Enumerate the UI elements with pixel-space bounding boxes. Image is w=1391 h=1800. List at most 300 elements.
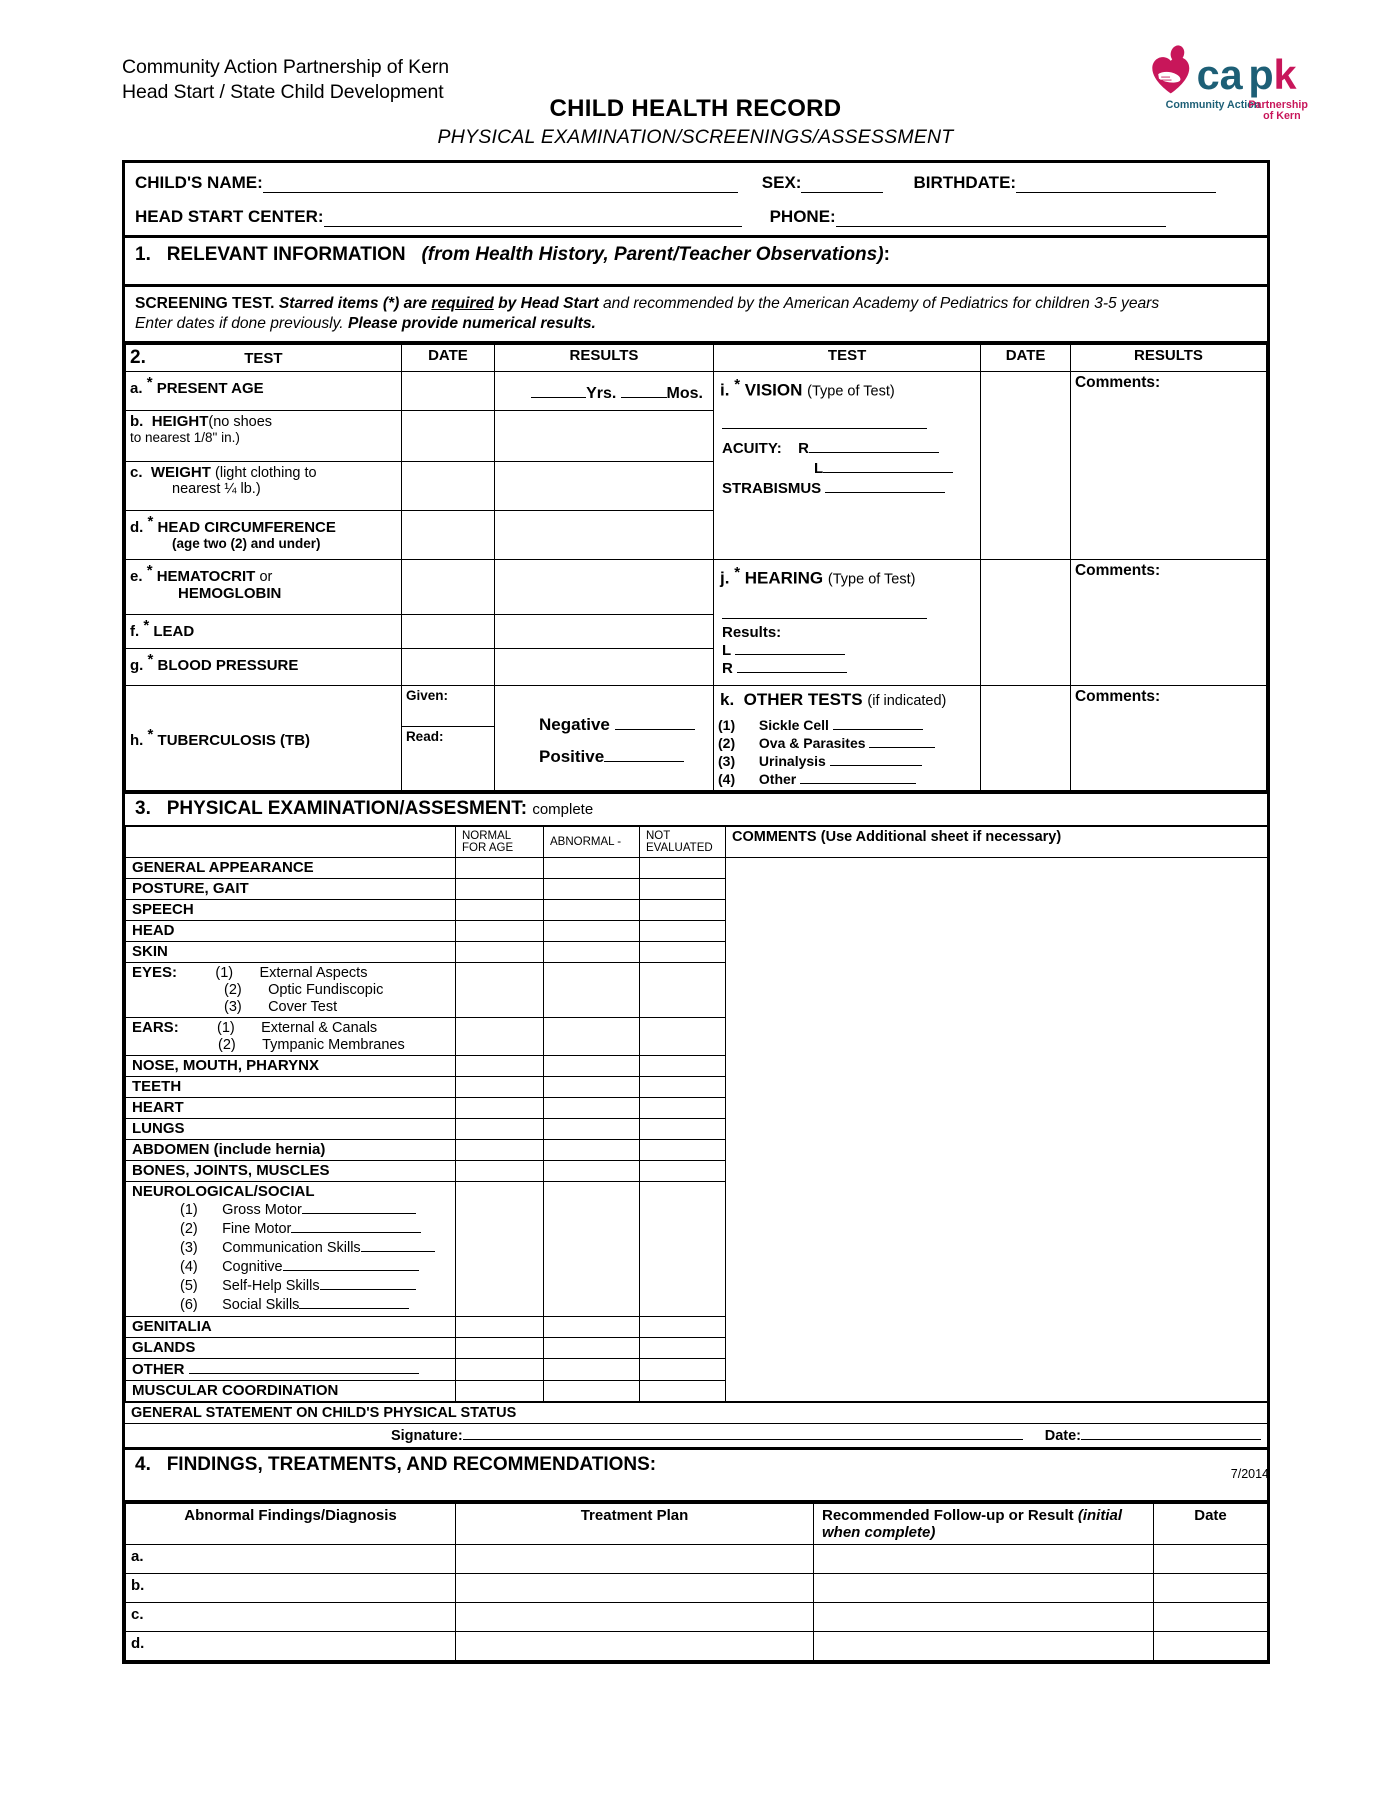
notevaluated-cell-0[interactable] (640, 857, 726, 878)
findings-treatment-b[interactable] (456, 1573, 814, 1602)
test-letter-b: b. (130, 413, 144, 430)
hearing-results-label: Results: (722, 623, 782, 641)
other-test-num-1: (1) (718, 716, 736, 733)
identification-block (125, 163, 1267, 238)
results-cell-g[interactable] (495, 649, 714, 685)
phys-header-blank (126, 826, 456, 857)
other-test-num-3: (3) (718, 752, 736, 769)
findings-row-d (126, 1631, 1268, 1660)
signature-row (125, 1424, 1267, 1450)
page-subtitle: PHYSICAL EXAMINATION/SCREENINGS/ASSESSMENT (437, 126, 954, 148)
phys-label-muscular-coordination: MUSCULAR COORDINATION (126, 1380, 456, 1401)
tb-positive-label: Positive (539, 746, 605, 766)
abnormal-cell-5[interactable] (544, 962, 640, 1017)
phone-input[interactable] (836, 211, 1166, 227)
phys-comments-area[interactable] (726, 857, 1268, 1401)
phys-label-speech: SPEECH (126, 899, 456, 920)
normal-cell-12[interactable] (456, 1160, 544, 1181)
physical-exam-table (125, 826, 1268, 1402)
other-test-num-4: (4) (718, 770, 736, 787)
comments-cell-vision[interactable] (1070, 372, 1266, 560)
section-2-number: 2. (130, 347, 146, 368)
test-table-header-row (126, 345, 1267, 372)
abdomen-note: (include hernia) (213, 1140, 326, 1158)
other-test-input-1[interactable] (833, 716, 923, 730)
screening-test-table (125, 344, 1267, 791)
other-test-label-2: Ova & Parasites (758, 734, 866, 751)
acuity-left-input[interactable] (823, 459, 953, 473)
hearing-type-input[interactable] (722, 605, 927, 619)
section-4-header (125, 1450, 1267, 1503)
other-test-input-4[interactable] (800, 770, 916, 784)
results-cell-b[interactable] (495, 411, 714, 462)
phone-label: PHONE: (769, 207, 836, 226)
date-cell-other-tests[interactable] (981, 685, 1071, 790)
section-1-subtitle: (from Health History, Parent/Teacher Observations) (421, 244, 884, 265)
abnormal-cell-17[interactable] (544, 1380, 640, 1401)
findings-letter-d[interactable]: d. (126, 1631, 456, 1660)
test-label-tuberculosis (126, 685, 402, 790)
test-name-hemoglobin: HEMOGLOBIN (178, 585, 282, 602)
notevaluated-cell-2[interactable] (640, 899, 726, 920)
hearing-left-label: L (722, 641, 731, 659)
form-body (122, 160, 1270, 1664)
signature-input[interactable] (463, 1426, 1023, 1440)
comments-cell-hearing[interactable] (1070, 560, 1266, 686)
notevaluated-cell-8[interactable] (640, 1076, 726, 1097)
test-label-hematocrit (126, 560, 402, 615)
findings-treatment-d[interactable] (456, 1631, 814, 1660)
abnormal-cell-14[interactable] (544, 1316, 640, 1337)
neuro-input-4[interactable] (283, 1257, 419, 1271)
results-cell-f[interactable] (495, 615, 714, 649)
notevaluated-cell-13[interactable] (640, 1181, 726, 1316)
neuro-sub-2[interactable]: (2) Fine Motor (180, 1219, 451, 1238)
col-normal-for-age: NORMAL FOR AGE (456, 826, 544, 857)
phys-label-posture-gait: POSTURE, GAIT (126, 878, 456, 899)
notevaluated-cell-17[interactable] (640, 1380, 726, 1401)
neuro-sub-5[interactable]: (5) Self-Help Skills (180, 1276, 451, 1295)
org-line-1: Community Action Partnership of Kern (122, 56, 449, 78)
revision-date: 7/2014 (1230, 1467, 1269, 1481)
signature-label: Signature: (390, 1427, 463, 1444)
normal-cell-4[interactable] (456, 941, 544, 962)
hearing-left-input[interactable] (735, 641, 845, 655)
test-name-c: WEIGHT (150, 464, 211, 481)
phys-label-lungs: LUNGS (126, 1118, 456, 1139)
other-tests-comments-label: Comments: (1074, 687, 1161, 705)
other-test-item-3[interactable] (718, 752, 976, 770)
neuro-input-1[interactable] (302, 1200, 416, 1214)
screening-part3: and recommended by the American Academy of Pediatrics for children 3-5 years (603, 295, 1160, 312)
test-star-d: * (147, 513, 154, 530)
hearing-type-label: (Type of Test) (827, 571, 916, 588)
results-mos-label: Mos. (666, 385, 703, 402)
date-cell-vision[interactable] (981, 372, 1071, 560)
screening-part2: by Head Start (498, 295, 599, 312)
tb-positive-input[interactable] (604, 748, 684, 762)
findings-date-d[interactable] (1154, 1631, 1268, 1660)
other-test-input-3[interactable] (830, 752, 922, 766)
other-test-item-4[interactable] (718, 770, 976, 788)
abnormal-cell-0[interactable] (544, 857, 640, 878)
acuity-label: ACUITY: (722, 439, 782, 457)
test-label-hearing (714, 560, 981, 686)
test-label-head-circumference (126, 511, 402, 560)
results-yrs-label: Yrs. (586, 385, 617, 402)
test-row-h (126, 685, 1267, 790)
acuity-left-label: L (814, 459, 824, 477)
head-start-center-label: HEAD START CENTER: (135, 207, 324, 226)
findings-date-a[interactable] (1154, 1544, 1268, 1573)
test-star-e: * (146, 562, 153, 579)
findings-followup-d[interactable] (814, 1631, 1154, 1660)
vision-type-input[interactable] (722, 415, 927, 429)
normal-cell-1[interactable] (456, 878, 544, 899)
date-cell-e[interactable] (401, 560, 494, 615)
normal-cell-11[interactable] (456, 1139, 544, 1160)
phys-label-skin: SKIN (126, 941, 456, 962)
notevaluated-cell-9[interactable] (640, 1097, 726, 1118)
findings-col-date: Date (1154, 1503, 1268, 1544)
normal-cell-7[interactable] (456, 1055, 544, 1076)
test-star-g: * (147, 651, 154, 669)
col-results-left: RESULTS (495, 345, 714, 372)
test-row-e (126, 560, 1267, 615)
notevaluated-cell-3[interactable] (640, 920, 726, 941)
test-name-d: HEAD CIRCUMFERENCE (157, 519, 336, 536)
findings-letter-b[interactable]: b. (126, 1573, 456, 1602)
normal-cell-8[interactable] (456, 1076, 544, 1097)
date-label: Date: (1044, 1427, 1081, 1444)
section-3-complete: complete (532, 800, 594, 818)
child-name-label: CHILD'S NAME: (135, 173, 263, 192)
test-name-e: HEMATOCRIT (156, 568, 256, 585)
tb-results-cell[interactable] (495, 685, 714, 790)
notevaluated-cell-14[interactable] (640, 1316, 726, 1337)
logo-wordmark-k: k (1273, 51, 1297, 98)
sex-input[interactable] (801, 177, 883, 193)
test-star-h: * (147, 726, 154, 744)
vision-comments-label: Comments: (1074, 374, 1161, 391)
normal-cell-2[interactable] (456, 899, 544, 920)
normal-cell-10[interactable] (456, 1118, 544, 1139)
acuity-right-label: R (798, 439, 809, 457)
normal-cell-14[interactable] (456, 1316, 544, 1337)
neuro-input-3[interactable] (361, 1238, 435, 1252)
tb-negative-input[interactable] (615, 716, 695, 730)
abnormal-cell-16[interactable] (544, 1358, 640, 1380)
screening-part4: Enter dates if done previously. (135, 315, 344, 332)
test-label-other-tests (714, 685, 981, 790)
identification-row-2 (135, 207, 1257, 227)
birthdate-label: BIRTHDATE: (913, 173, 1017, 192)
child-name-input[interactable] (263, 177, 738, 193)
results-cell-a[interactable] (495, 372, 714, 411)
date-cell-b[interactable] (401, 411, 494, 462)
date-cell-c[interactable] (401, 462, 494, 511)
notevaluated-cell-7[interactable] (640, 1055, 726, 1076)
phys-label-ears: EARS: (1) External & Canals (2) Tympanic Membranes (126, 1017, 456, 1055)
col-not-evaluated: NOT EVALUATED (640, 826, 726, 857)
logo-tagline-3: of Kern (1263, 110, 1301, 123)
neuro-input-6[interactable] (299, 1295, 409, 1309)
other-test-num-2: (2) (718, 734, 736, 751)
other-test-item-2[interactable] (718, 734, 976, 752)
test-letter-a: a. (130, 380, 143, 397)
section-1-colon: : (883, 244, 890, 265)
head-circumference-note: (age two (2) and under) (172, 536, 321, 551)
section-3-number: 3. (135, 797, 151, 819)
col-date-right: DATE (981, 345, 1071, 372)
abnormal-cell-15[interactable] (544, 1337, 640, 1358)
tb-date-cells (401, 685, 494, 790)
col-date-left: DATE (401, 345, 494, 372)
test-row-a (126, 372, 1267, 411)
date-input[interactable] (1081, 1426, 1261, 1440)
phys-label-genitalia: GENITALIA (126, 1316, 456, 1337)
strabismus-input[interactable] (825, 479, 945, 493)
date-cell-a[interactable] (401, 372, 494, 411)
comments-cell-other-tests[interactable] (1070, 685, 1266, 790)
section-4-title: FINDINGS, TREATMENTS, AND RECOMMENDATIONS: (166, 1453, 657, 1475)
findings-table (125, 1503, 1268, 1661)
results-cell-c[interactable] (495, 462, 714, 511)
findings-row-c (126, 1602, 1268, 1631)
eyes-sub-num-2: (2) (224, 981, 242, 998)
findings-treatment-c[interactable] (456, 1602, 814, 1631)
normal-cell-16[interactable] (456, 1358, 544, 1380)
date-cell-d[interactable] (401, 511, 494, 560)
test-label-blood-pressure (126, 649, 402, 685)
test-label-vision (714, 372, 981, 560)
tb-negative-label: Negative (539, 714, 610, 734)
neuro-input-2[interactable] (291, 1219, 421, 1233)
findings-date-c[interactable] (1154, 1602, 1268, 1631)
test-letter-h: h. (130, 732, 144, 750)
findings-treatment-a[interactable] (456, 1544, 814, 1573)
phys-label-neurological-social: NEUROLOGICAL/SOCIAL (1) Gross Motor (2) Fine Motor (3) Communication Skills (4) Cognitive (5) Self-Help Skills (6) Social Skills (126, 1181, 456, 1316)
notevaluated-cell-11[interactable] (640, 1139, 726, 1160)
other-test-input-2[interactable] (869, 734, 935, 748)
abnormal-cell-4[interactable] (544, 941, 640, 962)
weight-note-2: nearest ¼ lb.) (172, 481, 261, 497)
ears-sub-num-1: (1) (217, 1019, 235, 1036)
normal-cell-0[interactable] (456, 857, 544, 878)
abnormal-cell-13[interactable] (544, 1181, 640, 1316)
abnormal-cell-3[interactable] (544, 920, 640, 941)
normal-cell-9[interactable] (456, 1097, 544, 1118)
normal-cell-17[interactable] (456, 1380, 544, 1401)
section-3-title: PHYSICAL EXAMINATION/ASSESMENT: (166, 797, 528, 819)
test-table-section-header (126, 345, 402, 372)
neuro-sub-3[interactable]: (3) Communication Skills (180, 1238, 451, 1257)
test-name-b: HEIGHT (151, 413, 209, 430)
eyes-sub-text-3: Cover Test (268, 998, 338, 1015)
phys-label-head: HEAD (126, 920, 456, 941)
results-cell-e[interactable] (495, 560, 714, 615)
findings-letter-a[interactable]: a. (126, 1544, 456, 1573)
ears-sub-num-2: (2) (218, 1036, 236, 1053)
col-abnormal: ABNORMAL - (544, 826, 640, 857)
normal-cell-6[interactable] (456, 1017, 544, 1055)
document-header (122, 51, 1308, 165)
date-cell-f[interactable] (401, 615, 494, 649)
org-line-2: Head Start / State Child Development (122, 81, 444, 103)
tb-given-cell[interactable] (402, 686, 494, 727)
abnormal-cell-8[interactable] (544, 1076, 640, 1097)
other-test-item-1[interactable] (718, 716, 976, 734)
test-name-g: BLOOD PRESSURE (157, 657, 299, 675)
findings-followup-b[interactable] (814, 1573, 1154, 1602)
tb-read-label: Read: (405, 728, 444, 744)
ears-sub-text-2: Tympanic Membranes (262, 1036, 405, 1053)
neuro-sub-4[interactable]: (4) Cognitive (180, 1257, 451, 1276)
test-name-k: OTHER TESTS (743, 689, 863, 709)
logo-wordmark-p: p (1248, 51, 1274, 98)
date-cell-hearing[interactable] (981, 560, 1071, 686)
abnormal-cell-2[interactable] (544, 899, 640, 920)
eyes-sub-num-1: (1) (215, 964, 234, 981)
notevaluated-cell-15[interactable] (640, 1337, 726, 1358)
neuro-sub-1[interactable]: (1) Gross Motor (180, 1200, 451, 1219)
notevaluated-cell-10[interactable] (640, 1118, 726, 1139)
neuro-input-5[interactable] (320, 1276, 416, 1290)
tb-given-label: Given: (405, 687, 448, 703)
notevaluated-cell-4[interactable] (640, 941, 726, 962)
notevaluated-cell-1[interactable] (640, 878, 726, 899)
page-title: CHILD HEALTH RECORD (549, 95, 842, 122)
screening-part5: Please provide numerical results. (347, 315, 596, 332)
col-test-right: TEST (714, 345, 981, 372)
logo-tagline-2: Partnership (1248, 99, 1308, 112)
abnormal-cell-11[interactable] (544, 1139, 640, 1160)
date-cell-g[interactable] (401, 649, 494, 685)
height-note-1: (no shoes (208, 414, 273, 430)
test-star-i: * (734, 376, 741, 393)
sex-label: SEX: (761, 173, 802, 192)
weight-note-1: (light clothing to (215, 465, 317, 481)
eyes-sub-num-3: (3) (224, 998, 242, 1015)
title-block (122, 95, 1269, 149)
ears-sub-text-1: External & Canals (261, 1019, 378, 1036)
identification-row-1 (135, 173, 1257, 193)
findings-col-followup-note: (initial when complete) (822, 1506, 1123, 1541)
findings-col-abnormal: Abnormal Findings/Diagnosis (126, 1503, 456, 1544)
findings-followup-a[interactable] (814, 1544, 1154, 1573)
abnormal-cell-7[interactable] (544, 1055, 640, 1076)
phys-header-row (126, 826, 1268, 857)
test-letter-f: f. (130, 623, 140, 641)
test-letter-e: e. (130, 568, 143, 585)
strabismus-label: STRABISMUS (722, 479, 822, 497)
phys-label-nose-mouth-pharynx: NOSE, MOUTH, PHARYNX (126, 1055, 456, 1076)
section-1-title: RELEVANT INFORMATION (166, 244, 406, 265)
abnormal-cell-10[interactable] (544, 1118, 640, 1139)
test-star-f: * (143, 617, 150, 635)
phys-row-general-appearance (126, 857, 1268, 878)
acuity-right-input[interactable] (809, 439, 939, 453)
test-star-j: * (734, 564, 741, 581)
test-star-a: * (146, 374, 153, 391)
test-label-height (126, 411, 402, 462)
capk-logo-svg (1139, 43, 1309, 123)
phys-label-eyes: EYES: (1) External Aspects (2) Optic Fundiscopic (3) Cover Test (126, 962, 456, 1017)
other-test-label-1: Sickle Cell (758, 716, 829, 733)
phys-label-glands: GLANDS (126, 1337, 456, 1358)
notevaluated-cell-6[interactable] (640, 1017, 726, 1055)
col-results-right: RESULTS (1070, 345, 1266, 372)
phys-label-bones-joints-muscles: BONES, JOINTS, MUSCLES (126, 1160, 456, 1181)
normal-cell-15[interactable] (456, 1337, 544, 1358)
hearing-right-input[interactable] (737, 659, 847, 673)
tb-read-cell[interactable] (402, 727, 494, 767)
screening-test-note (125, 287, 1267, 344)
test-letter-i: i. (720, 380, 730, 400)
abnormal-cell-12[interactable] (544, 1160, 640, 1181)
phys-label-teeth: TEETH (126, 1076, 456, 1097)
findings-row-a (126, 1544, 1268, 1573)
notevaluated-cell-5[interactable] (640, 962, 726, 1017)
birthdate-input[interactable] (1016, 177, 1216, 193)
phys-label-heart: HEART (126, 1097, 456, 1118)
findings-col-followup: Recommended Follow-up or Result (initial when complete) (814, 1503, 1154, 1544)
test-label-lead (126, 615, 402, 649)
test-letter-g: g. (130, 657, 144, 675)
head-start-center-input[interactable] (324, 211, 742, 227)
findings-col-treatment: Treatment Plan (456, 1503, 814, 1544)
hematocrit-or: or (259, 569, 273, 585)
screening-lead: SCREENING TEST. (135, 295, 275, 312)
abnormal-cell-6[interactable] (544, 1017, 640, 1055)
findings-followup-c[interactable] (814, 1602, 1154, 1631)
general-statement-label: GENERAL STATEMENT ON CHILD'S PHYSICAL STATUS (125, 1402, 1267, 1424)
findings-row-b (126, 1573, 1268, 1602)
normal-cell-5[interactable] (456, 962, 544, 1017)
col-comments-header: COMMENTS (Use Additional sheet if necessary) (726, 826, 1268, 857)
eyes-sub-text-2: Optic Fundiscopic (268, 981, 384, 998)
abnormal-cell-9[interactable] (544, 1097, 640, 1118)
neuro-sub-6[interactable]: (6) Social Skills (180, 1295, 451, 1314)
other-tests-type-label: (if indicated) (867, 692, 947, 709)
test-label-present-age (126, 372, 402, 411)
test-name-j: HEARING (744, 568, 824, 588)
section-1-number: 1. (135, 244, 151, 265)
other-row-input[interactable] (189, 1360, 419, 1374)
test-name-i: VISION (744, 380, 803, 400)
hearing-right-label: R (722, 659, 733, 677)
phys-label-general-appearance: GENERAL APPEARANCE (126, 857, 456, 878)
notevaluated-cell-16[interactable] (640, 1358, 726, 1380)
results-cell-d[interactable] (495, 511, 714, 560)
phys-label-abdomen: ABDOMEN (include hernia) (126, 1139, 456, 1160)
eyes-sub-text-1: External Aspects (259, 964, 368, 981)
findings-date-b[interactable] (1154, 1573, 1268, 1602)
test-name-f: LEAD (153, 623, 195, 641)
normal-cell-13[interactable] (456, 1181, 544, 1316)
section-3-header (125, 791, 1267, 826)
vision-type-label: (Type of Test) (807, 383, 895, 400)
hearing-comments-label: Comments: (1074, 562, 1161, 579)
notevaluated-cell-12[interactable] (640, 1160, 726, 1181)
abnormal-cell-1[interactable] (544, 878, 640, 899)
findings-letter-c[interactable]: c. (126, 1602, 456, 1631)
findings-header-row (126, 1503, 1268, 1544)
capk-logo (1139, 43, 1309, 123)
normal-cell-3[interactable] (456, 920, 544, 941)
phys-label-other: OTHER (126, 1358, 456, 1380)
logo-wordmark-ca: ca (1196, 51, 1243, 98)
